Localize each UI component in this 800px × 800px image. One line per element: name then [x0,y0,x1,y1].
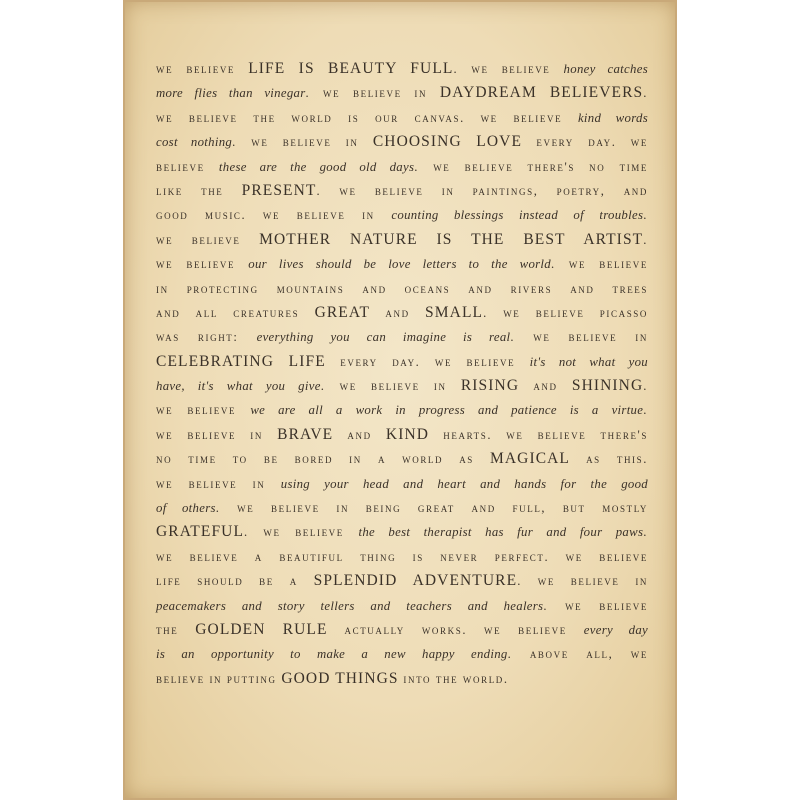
smallcaps-phrase: and all creatures [156,305,315,320]
italic-phrase: peacemakers and story tellers and teachers and healers [156,598,544,613]
manifesto-poster [123,0,677,800]
smallcaps-phrase: and [519,379,572,394]
manifesto-line [156,594,648,618]
smallcaps-phrase: . [643,232,648,247]
manifesto-line [156,618,648,642]
manifesto-line [156,447,648,471]
smallcaps-phrase: . we believe in [305,86,440,101]
emphasis-phrase: GRATEFUL [156,523,245,541]
manifesto-line [156,325,648,349]
smallcaps-phrase: . we believe in being great and full, but mostly [215,501,648,516]
smallcaps-phrase: . we believe in paintings, poetry, and [316,183,648,198]
manifesto-line [156,398,648,422]
smallcaps-phrase: . we believe [543,598,648,613]
smallcaps-phrase: we believe in [156,427,278,442]
smallcaps-phrase: we believe a beautiful thing is never perfect. we believe [156,549,648,564]
smallcaps-phrase: . [643,379,649,394]
smallcaps-phrase: we believe [156,62,249,76]
smallcaps-phrase: and [333,427,386,442]
italic-phrase: we are all a work in progress and patience is a virtue [250,403,644,418]
emphasis-phrase: DAYDREAM BELIEVERS [439,84,644,102]
manifesto-line [156,545,648,569]
manifesto-line [156,203,648,227]
smallcaps-phrase: . we believe in [232,135,373,150]
emphasis-phrase: BRAVE [277,425,334,443]
manifesto-line [156,301,648,325]
smallcaps-phrase: the [156,622,196,637]
smallcaps-phrase: we believe [156,257,249,272]
italic-phrase: counting blessings instead of troubles [391,208,644,223]
manifesto-line [156,57,648,81]
smallcaps-phrase: . we believe [550,257,648,272]
manifesto-line [156,642,648,666]
manifesto-line [156,350,648,374]
italic-phrase: it's not what you [529,354,648,369]
manifesto-line [156,252,648,276]
manifesto-line [156,667,648,691]
smallcaps-phrase: actually works. we believe [327,622,584,637]
smallcaps-phrase: . [643,86,648,101]
smallcaps-phrase: . [643,525,648,540]
italic-phrase: everything you can imagine is real [256,330,511,345]
smallcaps-phrase: good music. we believe in [156,208,392,223]
smallcaps-phrase: . we believe there's no time [414,159,648,174]
emphasis-phrase: SMALL [425,303,484,321]
smallcaps-phrase: in protecting mountains and oceans and rivers and trees [156,281,648,296]
manifesto-text [156,57,648,691]
emphasis-phrase: GOLDEN RULE [195,620,328,638]
manifesto-line [156,179,648,203]
manifesto-line [156,496,648,520]
smallcaps-phrase: . we believe [244,525,359,540]
manifesto-line [156,374,648,398]
manifesto-line [156,277,648,301]
italic-phrase: the best therapist has fur and four paws [358,525,644,540]
emphasis-phrase: MOTHER NATURE IS THE BEST ARTIST [259,230,644,248]
manifesto-line [156,423,648,447]
italic-phrase: every day [583,622,649,637]
smallcaps-phrase: as this. [570,452,648,467]
smallcaps-phrase: believe in putting [156,671,282,686]
manifesto-line [156,106,648,130]
smallcaps-phrase: life should be a [156,574,314,589]
manifesto-line [156,520,648,544]
smallcaps-phrase: . we believe in [517,574,649,589]
manifesto-line [156,228,648,252]
smallcaps-phrase: we believe [156,232,260,247]
italic-phrase: using your head and heart and hands for the good [280,476,648,491]
smallcaps-phrase: . [643,208,648,223]
emphasis-phrase: KIND [385,425,430,443]
emphasis-phrase: CHOOSING LOVE [372,133,523,151]
smallcaps-phrase: . [643,403,648,418]
smallcaps-phrase: we believe in [156,476,281,491]
emphasis-phrase: GOOD THINGS [281,669,399,687]
smallcaps-phrase: every day. we believe [325,354,530,369]
smallcaps-phrase: and [370,305,426,320]
italic-phrase: of others [156,501,216,516]
smallcaps-phrase: . we believe picasso [483,305,649,320]
italic-phrase: is an opportunity to make a new happy ending [156,647,508,662]
italic-phrase: these are the good old days [218,159,415,174]
smallcaps-phrase: believe [156,159,219,174]
manifesto-line [156,81,648,105]
smallcaps-phrase: . we believe [453,62,564,76]
smallcaps-phrase: was right: [156,330,257,345]
emphasis-phrase: CELEBRATING LIFE [156,352,326,370]
emphasis-phrase: RISING [460,377,520,395]
smallcaps-phrase: into the world. [398,671,509,686]
italic-phrase: more flies than vinegar [156,86,306,101]
italic-phrase: kind words [577,110,648,125]
italic-phrase: have, it's what you give [156,379,321,394]
emphasis-phrase: PRESENT [241,181,317,199]
smallcaps-phrase: like the [156,183,242,198]
smallcaps-phrase: we believe [156,403,251,418]
smallcaps-phrase: . we believe in [320,379,461,394]
italic-phrase: our lives should be love letters to the world [248,257,551,272]
italic-phrase: cost nothing [156,135,233,150]
smallcaps-phrase: . we believe in [510,330,648,345]
italic-phrase: honey catches [563,62,648,76]
emphasis-phrase: LIFE IS BEAUTY FULL [248,60,454,77]
smallcaps-phrase: . above all, we [507,647,648,662]
emphasis-phrase: GREAT [314,303,371,321]
smallcaps-phrase: no time to be bored in a world as [156,452,490,467]
emphasis-phrase: SPLENDID ADVENTURE [313,572,518,590]
manifesto-line [156,155,648,179]
smallcaps-phrase: we believe the world is our canvas. we believe [156,110,578,125]
manifesto-line [156,130,648,154]
manifesto-line [156,569,648,593]
smallcaps-phrase: hearts. we believe there's [429,427,649,442]
emphasis-phrase: MAGICAL [489,450,570,468]
smallcaps-phrase: every day. we [522,135,648,150]
manifesto-line [156,472,648,496]
emphasis-phrase: SHINING [571,377,644,395]
